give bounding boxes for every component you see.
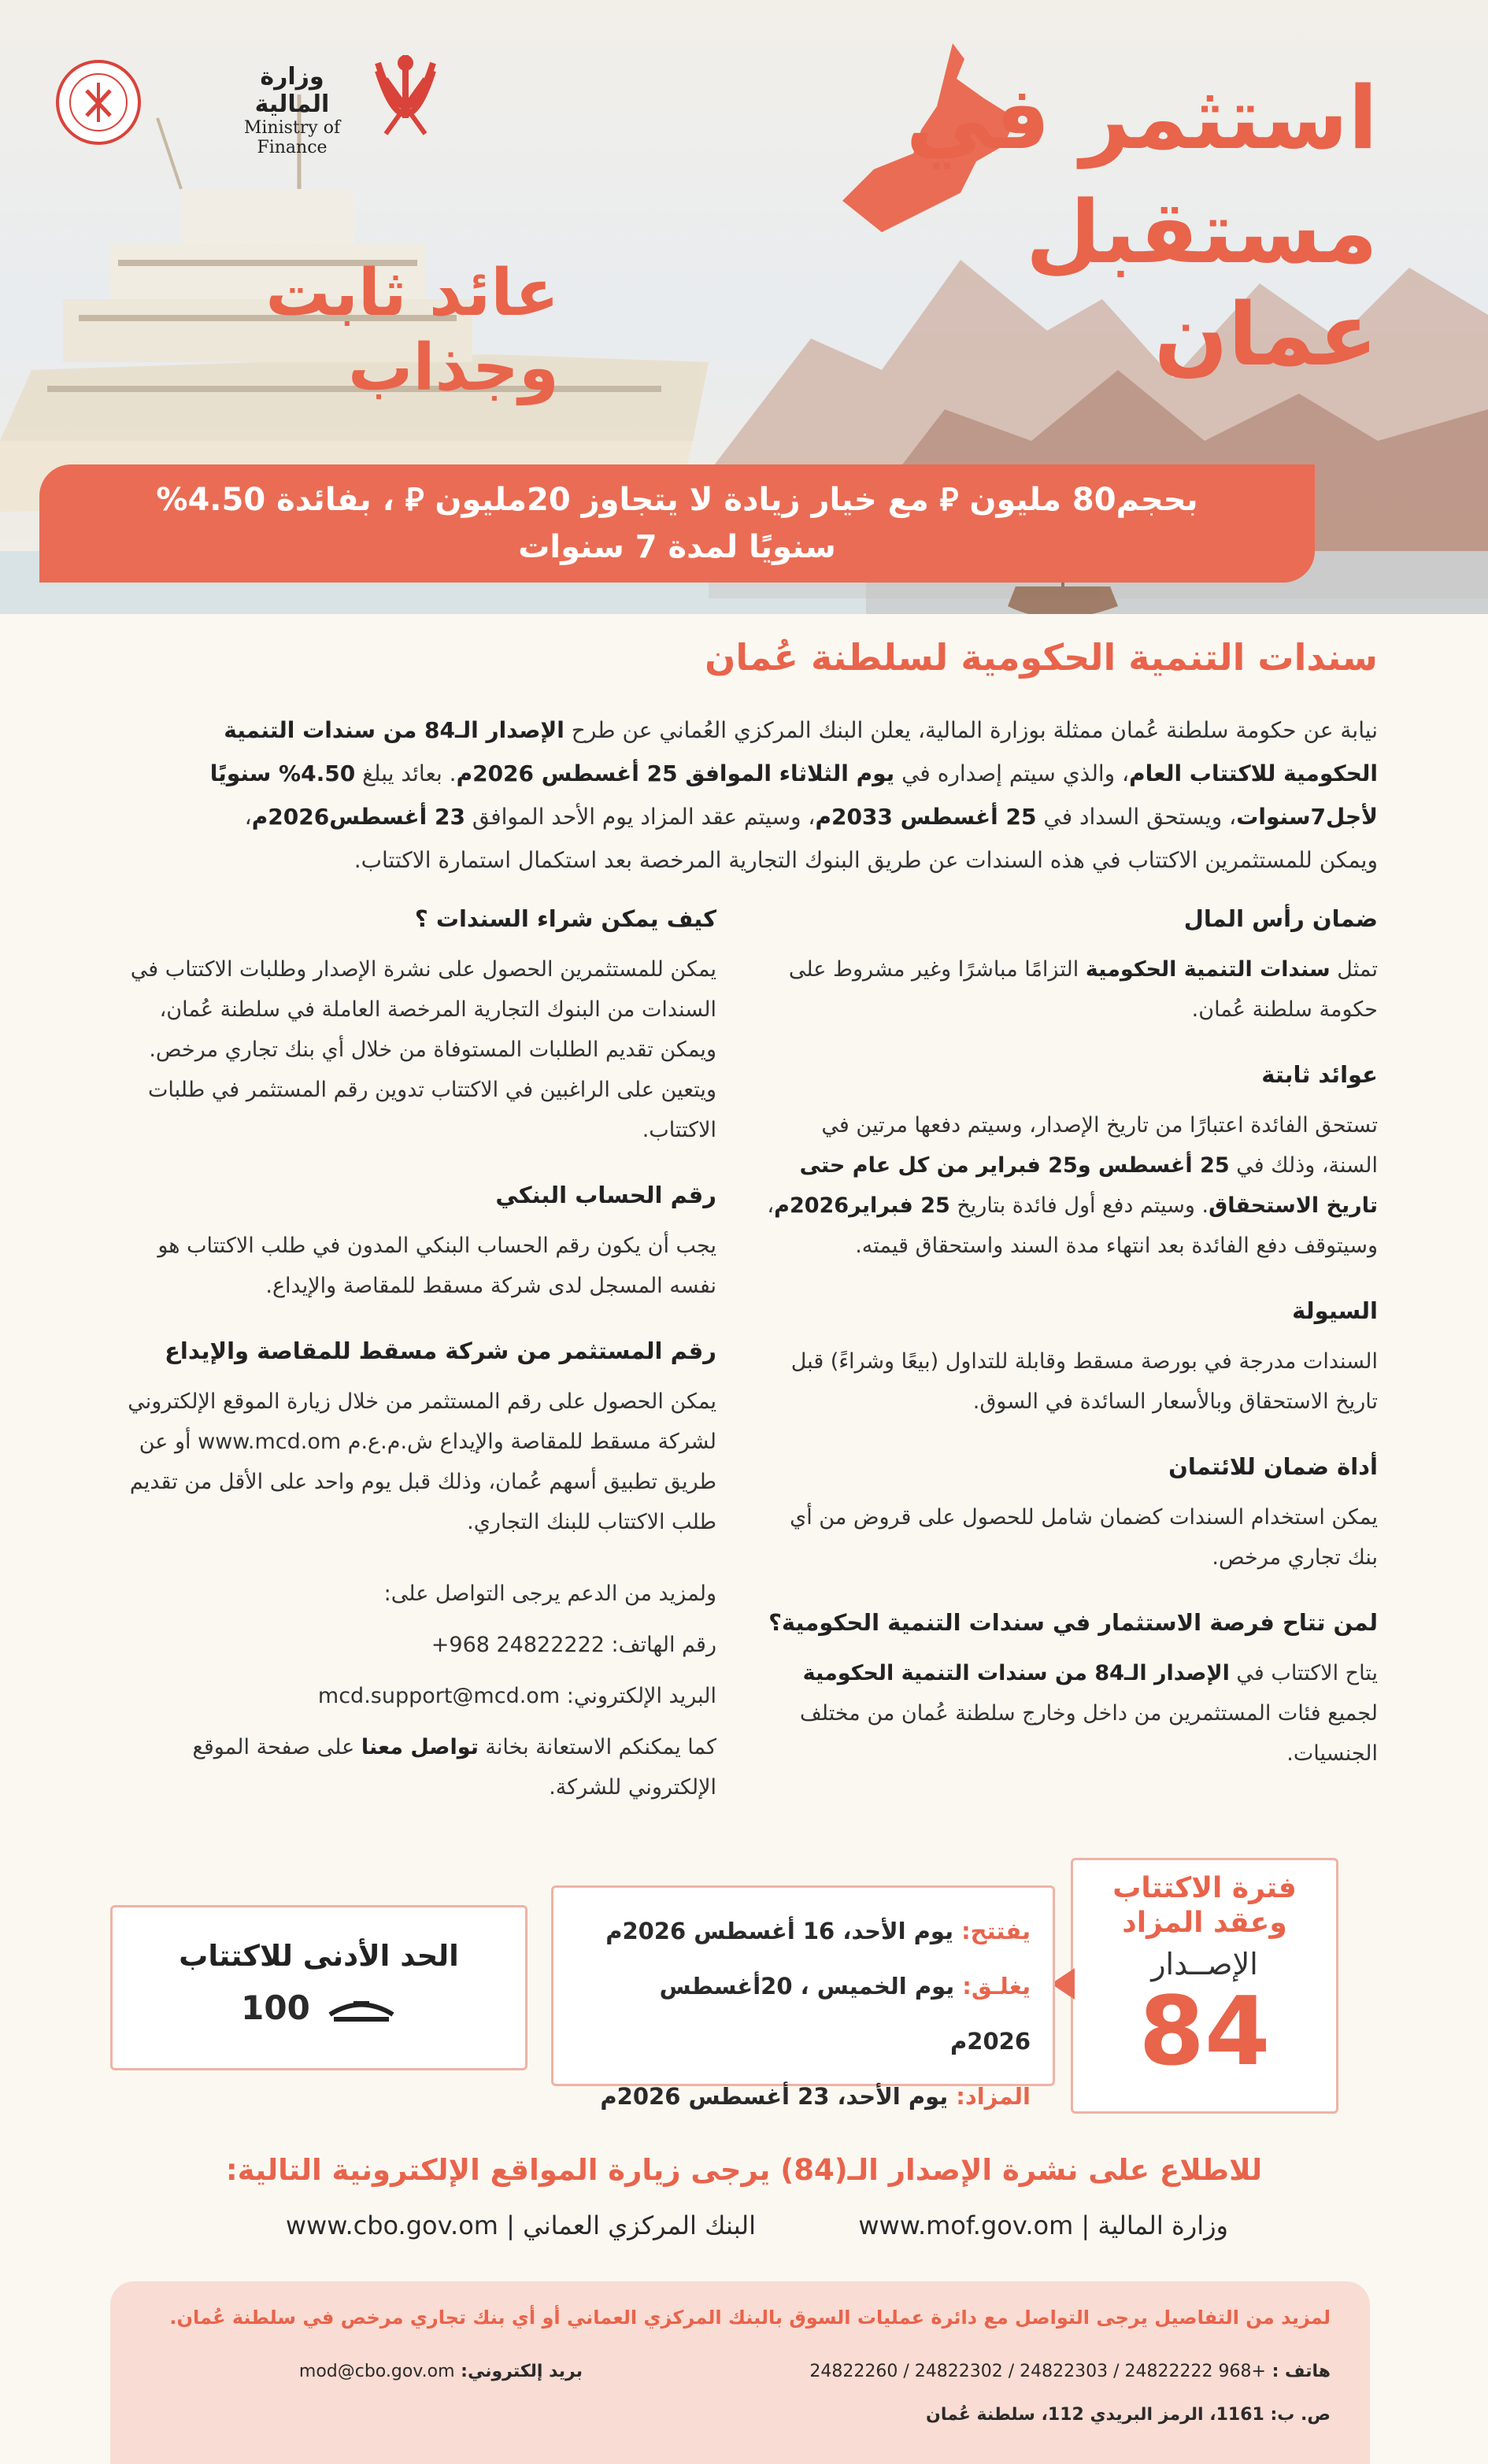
auction-value: يوم الأحد، 23 أغسطس 2026م	[600, 2083, 957, 2110]
fixed-returns-heading: عوائد ثابتة	[1261, 1061, 1378, 1088]
capital-guarantee-text	[764, 949, 1378, 1030]
cbo-website-name: البنك المركزي العماني |	[506, 2211, 756, 2240]
support-email	[110, 1676, 716, 1716]
open-value: يوم الأحد، 16 أغسطس 2026م	[605, 1918, 962, 1944]
intro-line2-b: ، والذي سيتم إصداره في	[894, 760, 1130, 786]
intro-line2-d: . بعائد يبلغ	[355, 760, 457, 786]
intro-line2-a: الحكومية للاكتتاب العام	[1129, 760, 1378, 786]
issue-number: 84	[1138, 1977, 1271, 2087]
cbo-website	[236, 2211, 756, 2240]
s2-d: 25 فبراير2026م	[774, 1193, 950, 1218]
minimum-title: الحد الأدنى للاكتتاب	[179, 1939, 459, 1973]
s5-c: لجميع فئات المستثمرين من داخل وخارج سلطنة عُمان من مختلف الجنسيات.	[799, 1701, 1378, 1766]
minimum-amount	[113, 1989, 525, 2027]
how-to-buy-text: يمكن للمستثمرين الحصول على نشرة الإصدار وطلبات الاكتتاب في السندات من البنوك التجارية المرخصة العاملة في سلطنة عُمان، ويمكن تقديم الطلبات المستوفاة من خلال أي بنك تجاري مرخص. ويتعين على الراغبين في الاكتتاب تدوين رقم المستثمر في طلبات الاكتتاب.	[130, 957, 716, 1142]
fixed-returns-text	[764, 1105, 1378, 1266]
intro-line3-c: 25 أغسطس 2033م	[815, 804, 1037, 830]
subscription-title-1: فترة الاكتتاب	[1112, 1872, 1297, 1904]
liquidity-heading: السيولة	[1292, 1297, 1378, 1324]
intro-line3-f: ،	[244, 804, 252, 830]
mof-name-ar: وزارة المالية	[254, 63, 330, 118]
bank-account-text: يجب أن يكون رقم الحساب البنكي المدون في طلب الاكتتاب هو نفسه المسجل لدى شركة مسقط للمقاصة والإيداع.	[157, 1234, 716, 1298]
s2-b: 25 أغسطس و25 فبراير من كل عام حتى تاريخ الاستحقاق	[799, 1153, 1378, 1218]
intro-line2	[118, 752, 1378, 795]
intro-line3	[118, 795, 1378, 838]
headline-bar	[39, 464, 1315, 583]
issue-box	[1071, 1858, 1338, 2114]
left-column	[110, 905, 716, 1839]
s1-c: التزامًا مباشرًا وغير مشروط على حكومة سلطنة عُمان.	[788, 957, 1378, 1022]
intro-paragraph	[118, 708, 1378, 882]
cbo-website-link[interactable]: www.cbo.gov.om	[285, 2211, 498, 2240]
intro-line3-d: ، وسيتم عقد المزاد يوم الأحد الموافق	[465, 804, 816, 830]
support-phone-label: رقم الهاتف:	[611, 1633, 716, 1657]
websites-heading: للاطلاع على نشرة الإصدار الـ(84) يرجى زيارة المواقع الإلكترونية التالية:	[225, 2153, 1263, 2187]
footer-phone-value[interactable]: 24822260 / 24822302 / 24822303 / 24822222 968+	[809, 2362, 1266, 2381]
oman-emblem	[362, 47, 449, 150]
dates-box	[551, 1885, 1055, 2110]
s1-b: سندات التنمية الحكومية	[1085, 957, 1331, 982]
support-email-label: البريد الإلكتروني:	[566, 1684, 716, 1708]
open-label: يفتتح:	[961, 1918, 1031, 1944]
liquidity-text: السندات مدرجة في بورصة مسقط وقابلة للتداول (بيعًا وشراءً) قبل تاريخ الاستحقاق وبالأسعار السائدة في السوق.	[790, 1349, 1378, 1414]
headline-line2: سنويًا لمدة 7 سنوات	[518, 529, 836, 565]
bank-account-heading: رقم الحساب البنكي	[495, 1182, 716, 1208]
close-date	[576, 1959, 1031, 2069]
intro-line2-e: 4.50% سنويًا	[209, 760, 356, 786]
footer-phone	[709, 2362, 1331, 2381]
footer-note: لمزيد من التفاصيل يرجى التواصل مع دائرة عمليات السوق بالبنك المركزي العماني أو أي بنك تجاري مرخص في سلطنة عُمان.	[169, 2307, 1331, 2329]
eligibility-text	[764, 1653, 1378, 1774]
mof-website-name: وزارة المالية |	[1081, 2211, 1228, 2240]
capital-guarantee-heading: ضمان رأس المال	[1183, 905, 1378, 932]
investor-number-text: يمكن الحصول على رقم المستثمر من خلال زيارة الموقع الإلكتروني لشركة مسقط للمقاصة والإيداع ش.م.ع.م www.mcd.om أو عن طريق تطبيق أسهم عُمان، وذلك قبل يوم واحد على الأقل من تقديم طلب الاكتتاب للبنك التجاري.	[128, 1389, 716, 1534]
s2-c: . وسيتم دفع أول فائدة بتاريخ	[949, 1193, 1209, 1218]
collateral-text: يمكن استخدام السندات كضمان شامل للحصول على قروض من أي بنك تجاري مرخص.	[790, 1505, 1378, 1570]
s5-a: يتاح الاكتتاب في	[1229, 1661, 1378, 1685]
intro-line3-a: لأجل7سنوات	[1236, 804, 1378, 830]
minimum-value: 100	[241, 1989, 310, 2027]
intro-line1	[118, 708, 1378, 752]
auction-date	[576, 2069, 1031, 2124]
footer-email	[142, 2362, 583, 2381]
support-intro: ولمزيد من الدعم يرجى التواصل على:	[383, 1582, 716, 1606]
support-email-link[interactable]: mcd.support@mcd.om	[317, 1684, 561, 1708]
intro-line3-b: ، ويستحق السداد في	[1036, 804, 1237, 830]
hero-title-line2: مستقبل عمان	[1025, 182, 1378, 385]
eligibility-heading: لمن تتاح فرصة الاستثمار في سندات التنمية الحكومية؟	[768, 1609, 1378, 1636]
how-to-buy-heading: كيف يمكن شراء السندات ؟	[414, 905, 716, 932]
contact-a: كما يمكنكم الاستعانة بخانة	[478, 1735, 716, 1759]
contact-us-link[interactable]: تواصل معنا	[361, 1735, 479, 1759]
auction-label: المزاد:	[956, 2083, 1031, 2110]
intro-line4: ويمكن للمستثمرين الاكتتاب في هذه السندات عن طريق البنوك التجارية المرخصة بعد استكمال استمارة الاكتتاب.	[353, 847, 1378, 873]
investor-number-heading: رقم المستثمر من شركة مسقط للمقاصة والإيداع	[165, 1337, 716, 1364]
minimum-box	[110, 1905, 527, 2070]
contact-us-text	[110, 1727, 716, 1807]
right-column	[764, 905, 1378, 1805]
issue-label: الإصــدار	[1151, 1947, 1258, 1981]
collateral-heading: أداة ضمان للائتمان	[1168, 1453, 1378, 1480]
mof-website	[787, 2211, 1228, 2240]
subscription-title-2: وعقد المزاد	[1122, 1907, 1287, 1939]
intro-line1-b: الإصدار الـ84 من سندات التنمية	[224, 717, 564, 743]
intro-heading: سندات التنمية الحكومية لسلطنة عُمان	[705, 636, 1378, 679]
mof-name-en: Ministry of Finance	[243, 118, 341, 157]
mof-website-link[interactable]: www.mof.gov.om	[858, 2211, 1074, 2240]
s5-b: الإصدار الـ84 من سندات التنمية الحكومية	[802, 1661, 1230, 1685]
s2-a: تستحق الفائدة اعتبارًا من تاريخ الإصدار، وسيتم دفعها مرتين في السنة، وذلك في	[821, 1113, 1378, 1178]
contact-c: على صفحة الموقع الإلكتروني للشركة.	[192, 1735, 716, 1800]
footer-phone-label: هاتف :	[1271, 2362, 1331, 2381]
footer-email-link[interactable]: mod@cbo.gov.om	[298, 2362, 455, 2381]
intro-line1-a: نيابة عن حكومة سلطنة عُمان ممثلة بوزارة المالية، يعلن البنك المركزي العُماني عن طرح	[564, 717, 1378, 743]
intro-line3-e: 23 أغسطس2026م	[251, 804, 465, 830]
intro-line2-c: يوم الثلاثاء الموافق 25 أغسطس 2026م	[456, 760, 895, 786]
s1-a: تمثل	[1330, 957, 1378, 982]
hero-title-line1: استثمر في	[905, 68, 1378, 168]
s2-e: ، وسيتوقف دفع الفائدة بعد انتهاء مدة السند واستحقاق قيمته.	[767, 1193, 1378, 1258]
hero-tagline: عائد ثابت وجذاب	[265, 256, 559, 405]
support-phone-value[interactable]: +968 24822222	[431, 1633, 605, 1657]
rial-icon	[326, 1991, 397, 2026]
open-date	[576, 1903, 1031, 1959]
headline-line1: بحجم80 مليون ⃁ مع خيار زيادة لا يتجاوز 20مليون ⃁ ، بفائدة 4.50%	[156, 482, 1198, 518]
close-label: يغلـق:	[962, 1973, 1031, 2000]
cbo-logo	[55, 59, 142, 146]
close-value: يوم الخميس ، 20أغسطس 2026م	[659, 1973, 1031, 2055]
footer-pobox: ص. ب: 1161، الرمز البريدي 112، سلطنة عُمان	[926, 2405, 1331, 2425]
support-phone	[110, 1625, 716, 1665]
mof-logo-text	[225, 63, 359, 157]
footer-email-label: بريد إلكتروني:	[461, 2362, 583, 2381]
